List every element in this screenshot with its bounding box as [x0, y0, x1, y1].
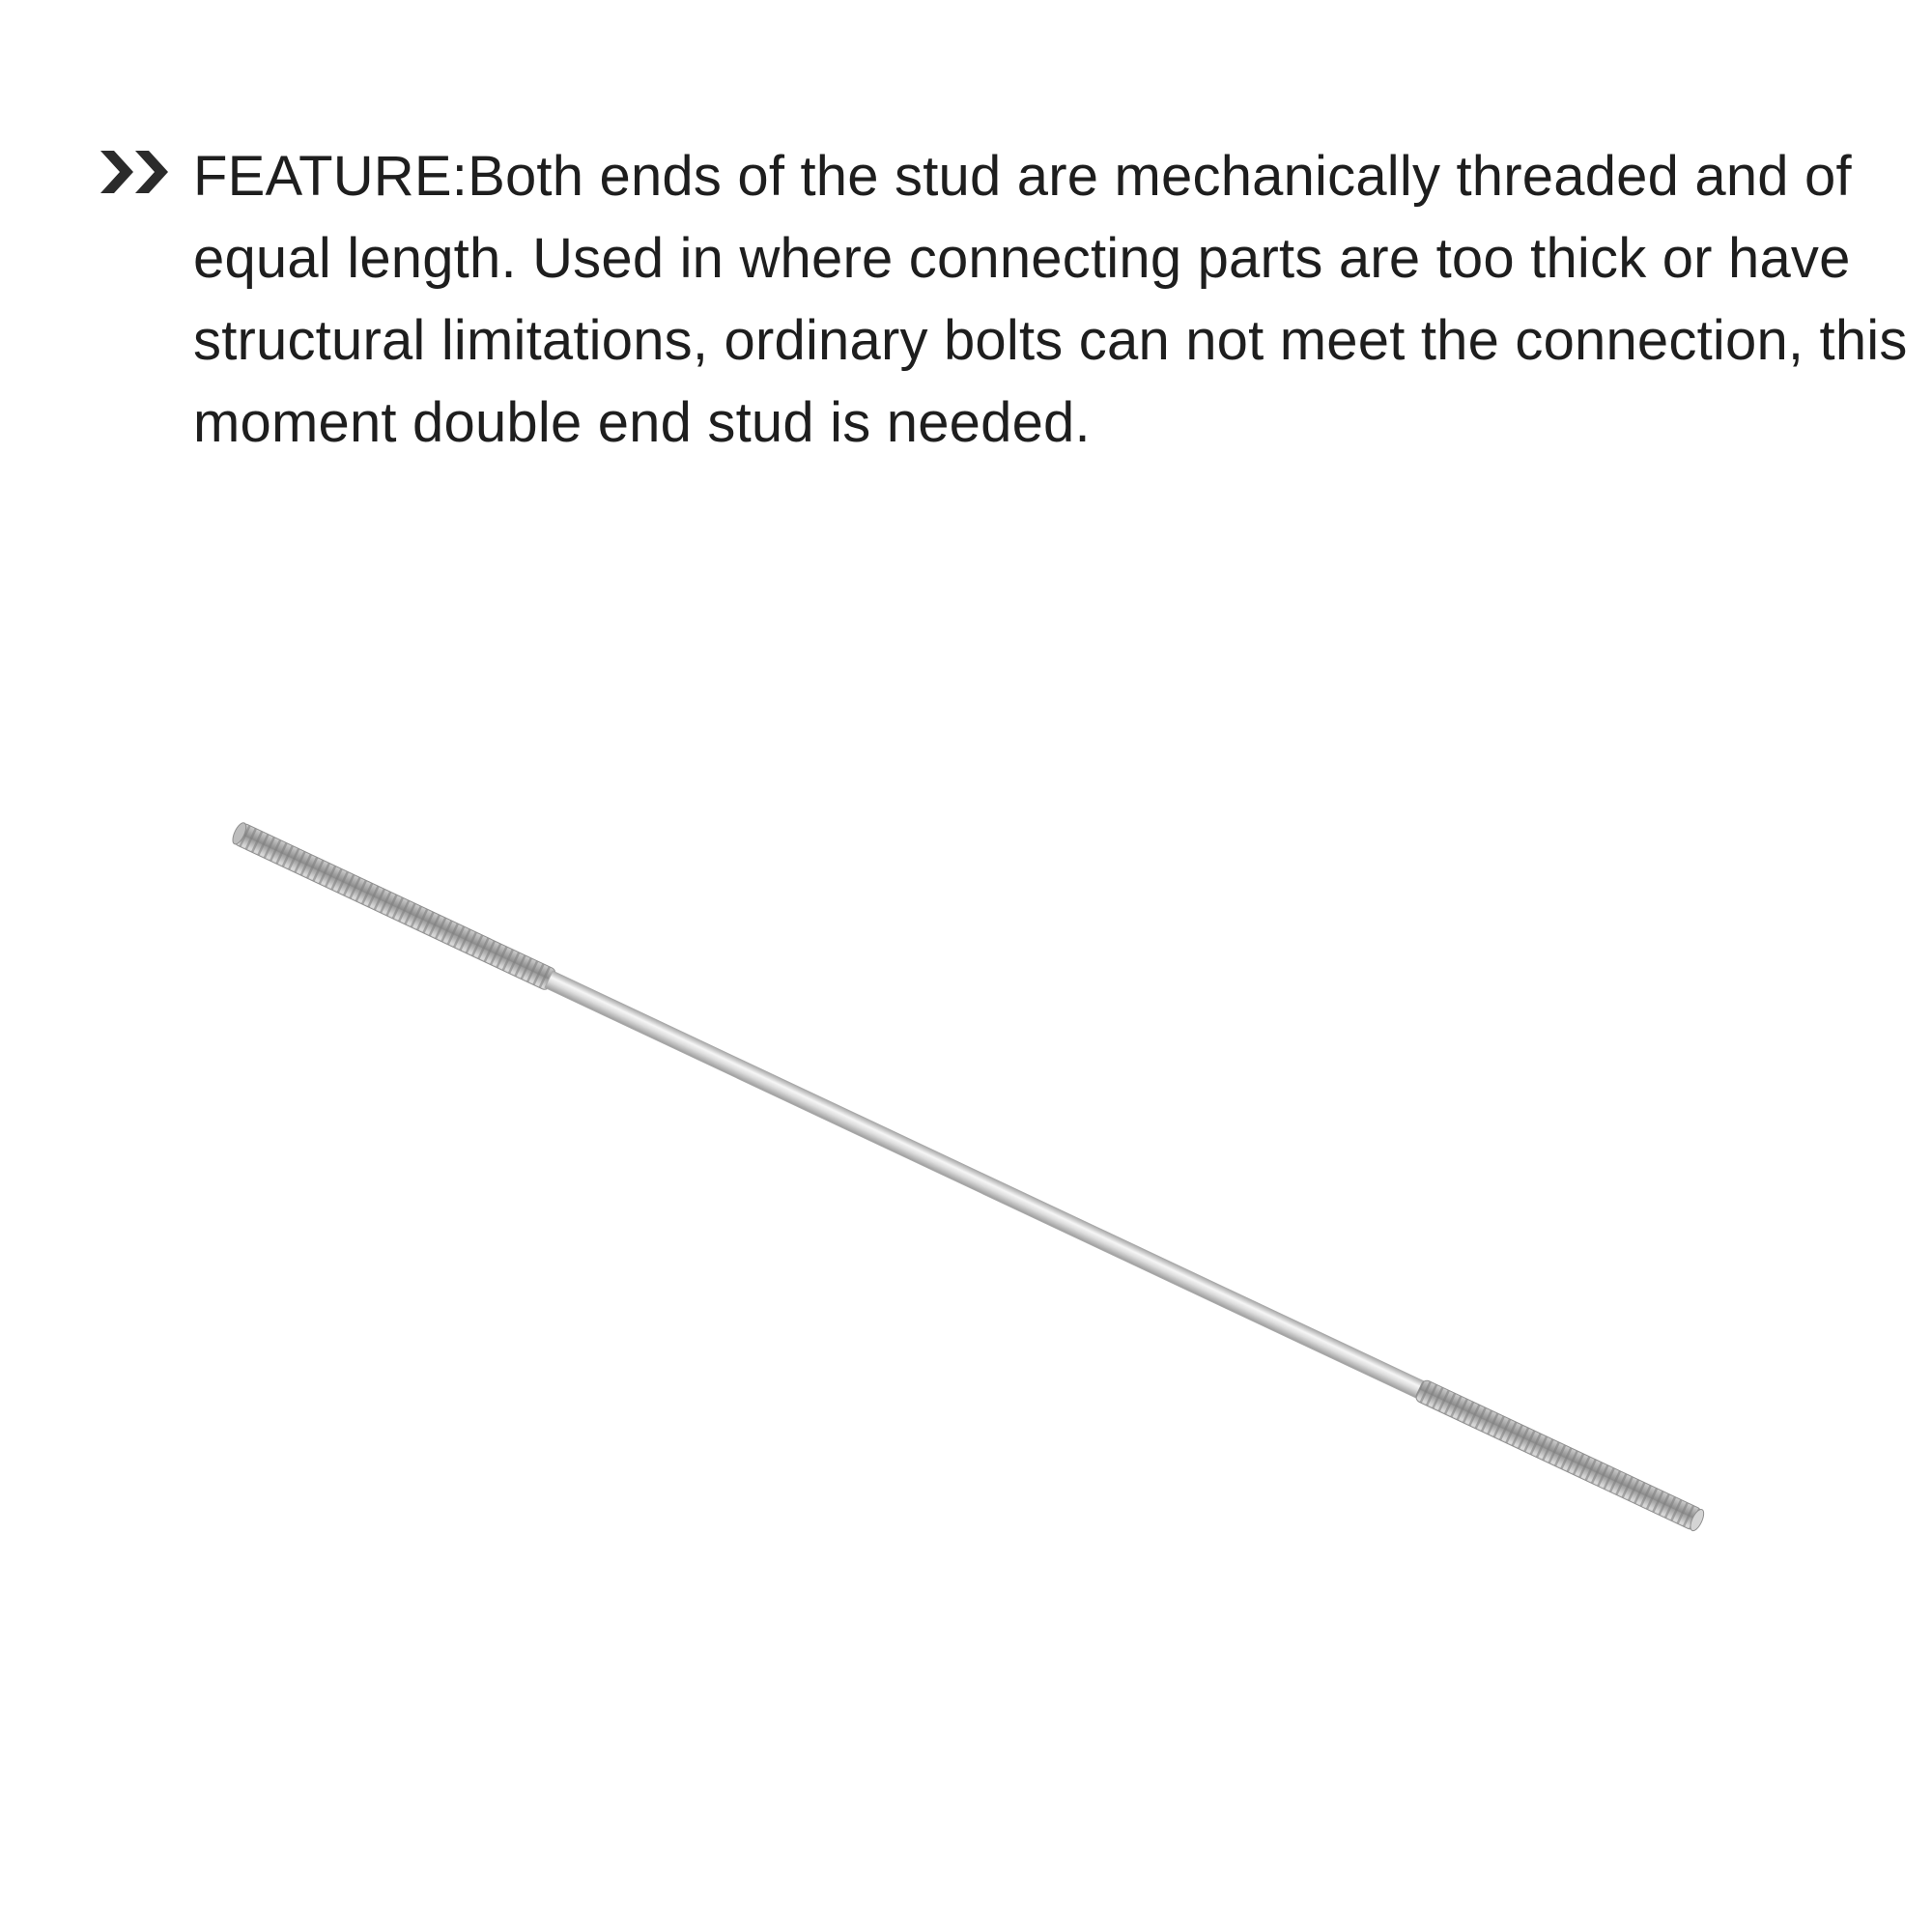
stud-shaft [545, 971, 1427, 1399]
feature-description: FEATURE:Both ends of the stud are mechanically threaded and of equal length. Used in where connecting parts are too thick or have structural limitations, ordinary bolts can not meet the connection, this moment double end stud is needed. [193, 145, 1908, 454]
left-thread [233, 822, 557, 991]
right-thread [1414, 1378, 1703, 1531]
